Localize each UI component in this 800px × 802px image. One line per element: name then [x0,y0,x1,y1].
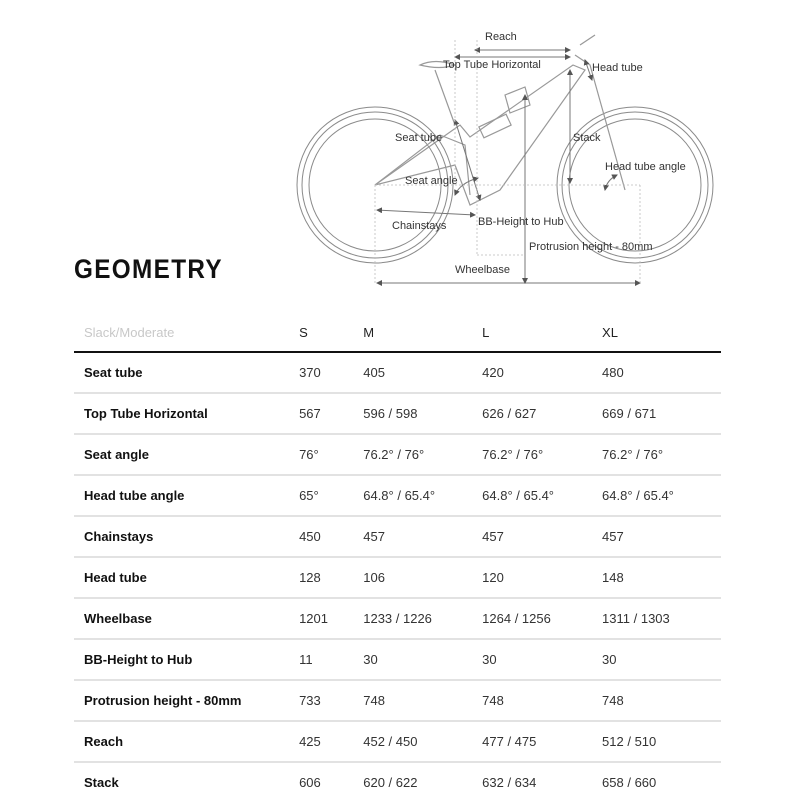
cell-value: 658 / 660 [602,775,657,790]
label-wheelbase: Wheelbase [455,264,511,276]
bike-geometry-diagram [295,25,735,290]
cell-value: 452 / 450 [363,721,482,762]
row-label: Wheelbase [74,598,299,639]
cell-value: 567 [299,393,363,434]
row-label: Head tube [74,557,299,598]
cell-value: 733 [299,680,363,721]
table-row [74,680,721,721]
cell-value: 626 / 627 [482,393,602,434]
cell-value: 64.8° / 65.4° [363,475,482,516]
cell-value: 120 [482,557,602,598]
table-row [74,393,721,434]
label-bb-height-to-hub: BB-Height to Hub [478,216,564,228]
table-row [74,598,721,639]
cell-value: 620 / 622 [363,775,418,790]
label-seat-tube: Seat tube [395,132,443,144]
row-label: Chainstays [74,516,299,557]
table-row [74,475,721,516]
cell-value: 477 / 475 [482,721,602,762]
cell-value: 632 / 634 [482,775,537,790]
cell-value: 596 / 598 [363,393,482,434]
table-row [74,352,721,393]
cell-value: 11 [299,639,363,680]
row-label: Seat angle [74,434,299,475]
cell-value: 30 [482,639,602,680]
cell-value: 30 [602,639,721,680]
header-size-s: S [299,313,363,352]
label-stack: Stack [573,132,601,144]
label-protrusion-height: Protrusion height - 80mm [529,241,653,253]
cell-value: 1311 / 1303 [602,598,721,639]
cell-value: 76.2° / 76° [363,434,482,475]
row-label: Seat tube [74,352,299,393]
cell-value: 669 / 671 [602,393,721,434]
row-label: BB-Height to Hub [74,639,299,680]
header-size-m: M [363,313,482,352]
label-head-tube-angle: Head tube angle [605,161,686,173]
cell-value: 106 [363,557,482,598]
page-title: GEOMETRY [74,254,223,284]
label-seat-angle: Seat angle [405,175,458,187]
cell-value: 748 [363,680,482,721]
header-size-l: L [482,313,602,352]
header-variant: Slack/Moderate [74,313,299,352]
row-label: Top Tube Horizontal [74,393,299,434]
cell-value: 480 [602,352,721,393]
cell-value: 457 [363,516,482,557]
table-row [74,762,721,802]
label-top-tube-horizontal: Top Tube Horizontal [443,59,541,71]
cell-value: 425 [299,721,363,762]
cell-value: 1264 / 1256 [482,598,602,639]
cell-value: 450 [299,516,363,557]
table-row [74,557,721,598]
label-reach: Reach [485,31,517,43]
cell-value: 457 [482,516,602,557]
row-label: Protrusion height - 80mm [74,680,299,721]
row-label: Stack [84,775,119,790]
cell-value: 748 [602,680,721,721]
cell-value: 512 / 510 [602,721,721,762]
cell-value: 457 [602,516,721,557]
table-header-row [74,313,721,352]
cell-value: 1233 / 1226 [363,598,482,639]
cell-value: 748 [482,680,602,721]
cell-value: 128 [299,557,363,598]
cell-value: 370 [299,352,363,393]
header-size-xl: XL [602,313,721,352]
row-label: Reach [74,721,299,762]
cell-value: 65° [299,475,363,516]
geometry-table [74,313,721,802]
cell-value: 30 [363,639,482,680]
cell-value: 606 [299,775,321,790]
table-row [74,639,721,680]
cell-value: 76.2° / 76° [482,434,602,475]
cell-value: 148 [602,557,721,598]
cell-value: 405 [363,352,482,393]
cell-value: 420 [482,352,602,393]
cell-value: 64.8° / 65.4° [482,475,602,516]
cell-value: 64.8° / 65.4° [602,475,721,516]
row-label: Head tube angle [74,475,299,516]
cell-value: 76.2° / 76° [602,434,721,475]
label-chainstays: Chainstays [392,220,447,232]
cell-value: 76° [299,434,363,475]
label-head-tube: Head tube [592,62,643,74]
table-row [74,721,721,762]
table-row [74,516,721,557]
table-row [74,434,721,475]
cell-value: 1201 [299,598,363,639]
